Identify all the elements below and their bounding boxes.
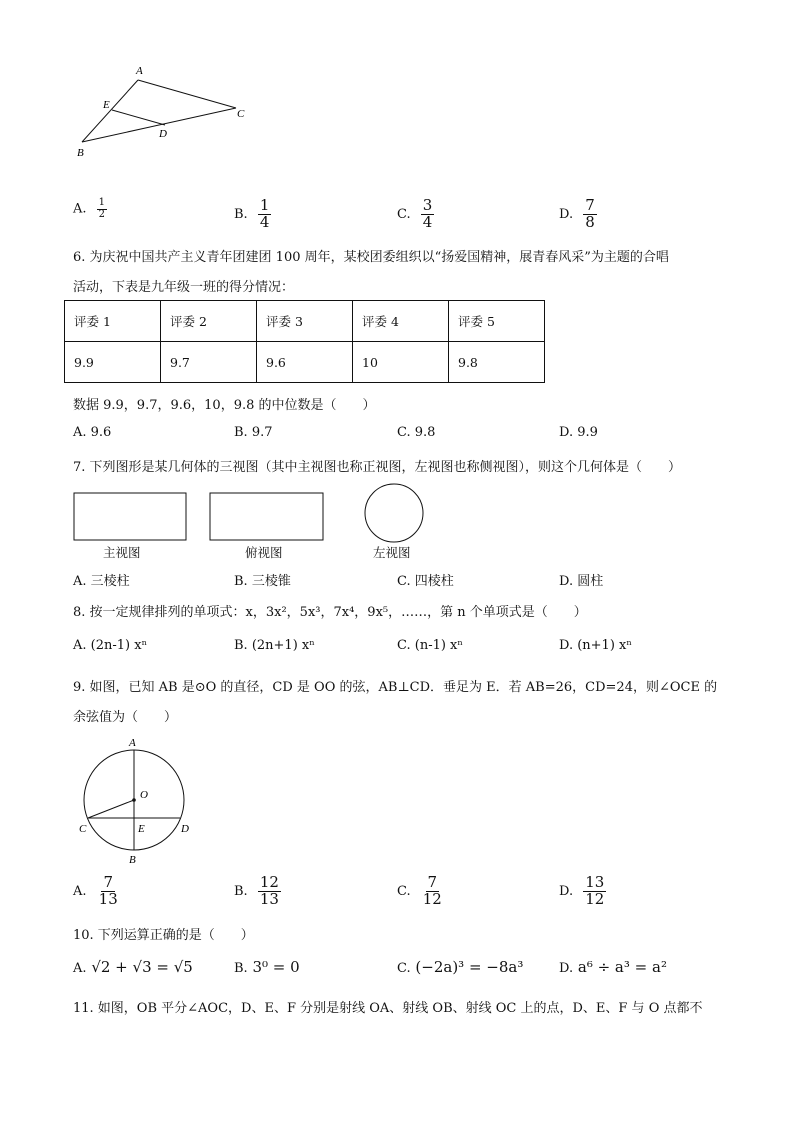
q9-option-d[interactable]: D. $\frac{13}{12}$ [559, 873, 605, 908]
q9-text-line2: 余弦值为（ ） [73, 710, 178, 725]
q7-text-line1: 7. 下列图形是某几何体的三视图（其中主视图也称正视图，左视图也称侧视图），则这个几何体是（ ） [73, 460, 682, 475]
q5-option-c[interactable]: C. $\frac{3}{4}$ [397, 196, 433, 231]
q6-text-line1: 6. 为庆祝中国共产主义青年团建团 100 周年，某校团委组织以“扬爱国精神，展青春风采”为主题的合唱 [73, 250, 669, 265]
label-b: B [129, 854, 136, 866]
q9-option-b[interactable]: B. $\frac{12}{13}$ [234, 873, 279, 908]
q6-option-c[interactable]: C. 9.8 [397, 425, 436, 440]
label-a: A [136, 65, 143, 77]
q5-option-a[interactable]: A. $\frac{1}{2}$ [73, 197, 106, 220]
table-row [65, 342, 545, 383]
table-header: 评委 4 [353, 301, 449, 342]
fraction: $\frac{7}{13}$ [98, 873, 118, 908]
top-view-label: 俯视图 [245, 545, 283, 560]
q5-option-d[interactable]: D. $\frac{7}{8}$ [559, 196, 595, 231]
label-d: D [181, 823, 189, 835]
circle-figure [72, 732, 202, 866]
table-cell: 9.8 [449, 342, 545, 383]
front-view-rect [74, 493, 186, 540]
left-view-label: 左视图 [373, 545, 411, 560]
label-a: A [129, 737, 136, 749]
q8-option-c[interactable]: C. (n-1) xⁿ [397, 638, 464, 653]
q6-question: 数据 9.9，9.7，9.6，10，9.8 的中位数是（ ） [73, 398, 376, 413]
table-header: 评委 3 [257, 301, 353, 342]
table-cell: 10 [353, 342, 449, 383]
q10-text-line1: 10. 下列运算正确的是（ ） [73, 928, 254, 943]
left-view-circle [365, 484, 423, 542]
label-c: C [237, 108, 245, 120]
fraction: $\frac{7}{12}$ [422, 873, 442, 908]
q6-option-a[interactable]: A. 9.6 [73, 425, 112, 440]
label-b: B [77, 147, 84, 159]
fraction: $\frac{13}{12}$ [585, 873, 605, 908]
fraction: $\frac{3}{4}$ [422, 196, 433, 231]
q9-option-a[interactable]: A. $\frac{7}{13}$ [73, 873, 118, 908]
q6-text-line2: 活动，下表是九年级一班的得分情况： [73, 280, 295, 295]
q8-text-line1: 8. 按一定规律排列的单项式：x，3x²，5x³，7x⁴，9x⁵，……，第 n 个单项式是（ ） [73, 605, 587, 620]
label-d: D [159, 128, 167, 140]
score-table [64, 300, 545, 383]
q9-option-c[interactable]: C. $\frac{7}{12}$ [397, 873, 442, 908]
table-header: 评委 2 [161, 301, 257, 342]
q7-option-a[interactable]: A. 三棱柱 [73, 574, 130, 589]
table-cell: 9.9 [65, 342, 161, 383]
q7-option-d[interactable]: D. 圆柱 [559, 574, 604, 589]
q10-option-c[interactable]: C. (−2a)³ = −8a³ [397, 958, 524, 976]
fraction: $\frac{12}{13}$ [259, 873, 279, 908]
label-c: C [79, 823, 87, 835]
q10-option-d[interactable]: D. a⁶ ÷ a³ = a² [559, 958, 667, 976]
table-cell: 9.6 [257, 342, 353, 383]
q10-option-a[interactable]: A. √2 + √3 = √5 [73, 958, 193, 976]
q7-option-b[interactable]: B. 三棱锥 [234, 574, 291, 589]
q8-option-a[interactable]: A. (2n-1) xⁿ [73, 638, 148, 653]
q7-option-c[interactable]: C. 四棱柱 [397, 574, 454, 589]
table-row [65, 301, 545, 342]
q9-text-line1: 9. 如图，已知 AB 是⊙O 的直径，CD 是 OO 的弦，AB⊥CD．垂足为 E．若 AB=26，CD=24，则∠OCE 的 [73, 680, 718, 695]
table-header: 评委 5 [449, 301, 545, 342]
fraction: $\frac{1}{4}$ [259, 196, 270, 231]
q5-option-b[interactable]: B. $\frac{1}{4}$ [234, 196, 270, 231]
triangle-figure [70, 60, 260, 165]
q8-option-b[interactable]: B. (2n+1) xⁿ [234, 638, 315, 653]
front-view-label: 主视图 [103, 545, 141, 560]
label-e: E [103, 99, 110, 111]
top-view-rect [210, 493, 323, 540]
label-e: E [138, 823, 145, 835]
label-o: O [140, 789, 148, 801]
q10-option-b[interactable]: B. 3⁰ = 0 [234, 958, 300, 976]
table-header: 评委 1 [65, 301, 161, 342]
q11-text-line1: 11. 如图，OB 平分∠AOC，D、E、F 分别是射线 OA、射线 OB、射线 OC 上的点，D、E、F 与 O 点都不 [73, 1001, 703, 1016]
q6-option-d[interactable]: D. 9.9 [559, 425, 598, 440]
three-views-figure [70, 480, 430, 550]
q8-option-d[interactable]: D. (n+1) xⁿ [559, 638, 632, 653]
q6-option-b[interactable]: B. 9.7 [234, 425, 273, 440]
fraction: $\frac{1}{2}$ [98, 197, 106, 220]
fraction: $\frac{7}{8}$ [585, 196, 595, 231]
table-cell: 9.7 [161, 342, 257, 383]
